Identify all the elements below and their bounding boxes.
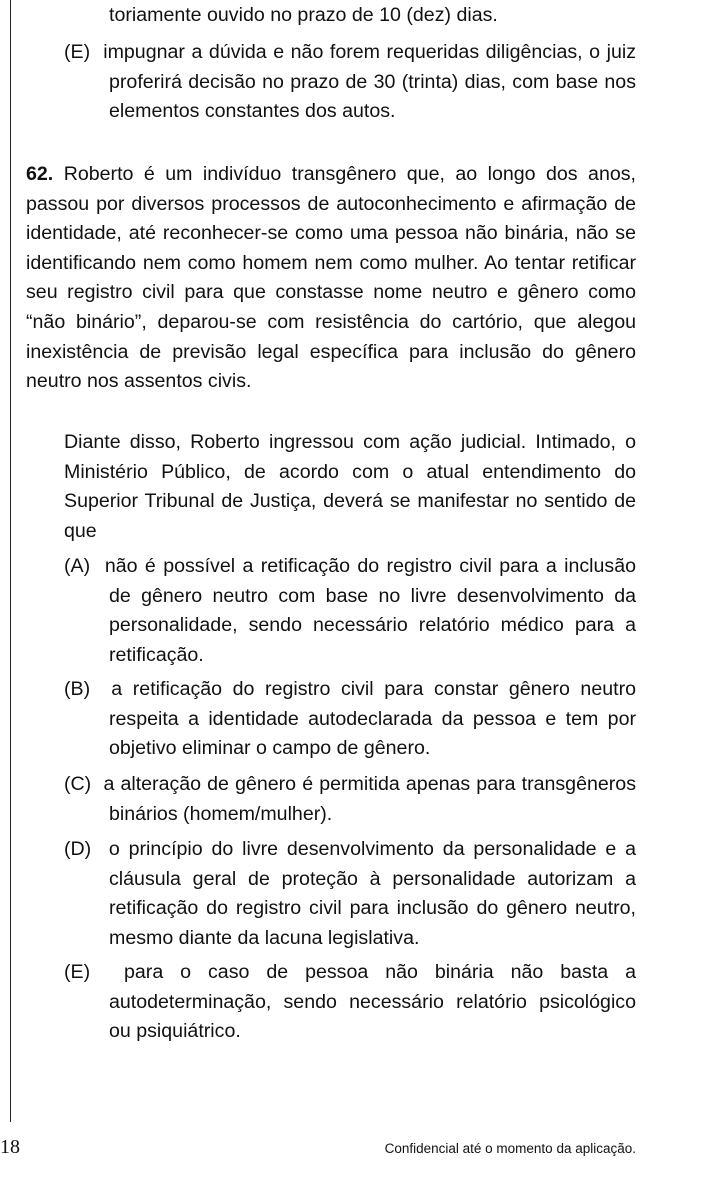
question-number: 62. bbox=[26, 163, 54, 185]
page-number: 18 bbox=[0, 1136, 20, 1158]
option-label: (E) bbox=[64, 961, 91, 983]
option-text: impugnar a dúvida e não forem requeridas diligências, o juiz proferirá decisão no prazo de 30 (trinta) dias, com base nos elementos constantes dos autos. bbox=[103, 41, 636, 123]
option-c bbox=[64, 770, 636, 829]
question-stem-2: Diante disso, Roberto ingressou com ação judicial. Intimado, o Ministério Público, de acordo com o atual entendimento do Superior Tribunal de Justiça, deverá se manifestar no sentido de que bbox=[64, 431, 636, 542]
option-label: (D) bbox=[64, 838, 92, 860]
option-label: (B) bbox=[64, 678, 91, 700]
option-label: (C) bbox=[64, 773, 92, 795]
option-text: para o caso de pessoa não binária não basta a autodeterminação, sendo necessário relatório psicológico ou psiquiátrico. bbox=[109, 961, 636, 1043]
option-e bbox=[64, 958, 636, 1047]
option-label: (E) bbox=[64, 41, 91, 63]
option-text: o princípio do livre desenvolvimento da personalidade e a cláusula geral de proteção à personalidade autorizam a retificação do registro civil para inclusão do gênero neutro, mesmo diante da lacuna legislativa. bbox=[108, 838, 636, 949]
option-text: não é possível a retificação do registro civil para a inclusão de gênero neutro com base no livre desenvolvimento da personalidade, sendo necessário relatório médico para a retificação. bbox=[104, 555, 637, 666]
option-a bbox=[64, 552, 636, 670]
option-label: (A) bbox=[64, 555, 91, 577]
option-text: a alteração de gênero é permitida apenas para transgêneros binários (homem/mulher). bbox=[103, 773, 636, 825]
option-b bbox=[64, 675, 636, 764]
prev-option-d-tail: toriamente ouvido no prazo de 10 (dez) dias. bbox=[109, 4, 498, 26]
prev-option-e bbox=[64, 38, 636, 127]
confidential-notice: Confidencial até o momento da aplicação. bbox=[384, 1141, 636, 1156]
question-stem-1 bbox=[26, 160, 636, 397]
option-text: a retificação do registro civil para constar gênero neutro respeita a identidade autodeclarada da pessoa e tem por objetivo eliminar o campo de gênero. bbox=[109, 678, 636, 760]
margin-line bbox=[10, 0, 11, 1122]
option-d bbox=[64, 835, 636, 953]
stem-text-1: Roberto é um indivíduo transgênero que, ao longo dos anos, passou por diversos processos de autoconhecimento e afirmação de identidade, até reconhecer-se como uma pessoa não binária, não se identificando nem como homem nem como mulher. Ao tentar retificar seu registro civil para que constasse nome neutro e gênero como “não binário”, deparou-se com resistência do cartório, que alegou inexistência de previsão legal específica para inclusão do gênero neutro nos assentos civis. bbox=[26, 163, 636, 393]
